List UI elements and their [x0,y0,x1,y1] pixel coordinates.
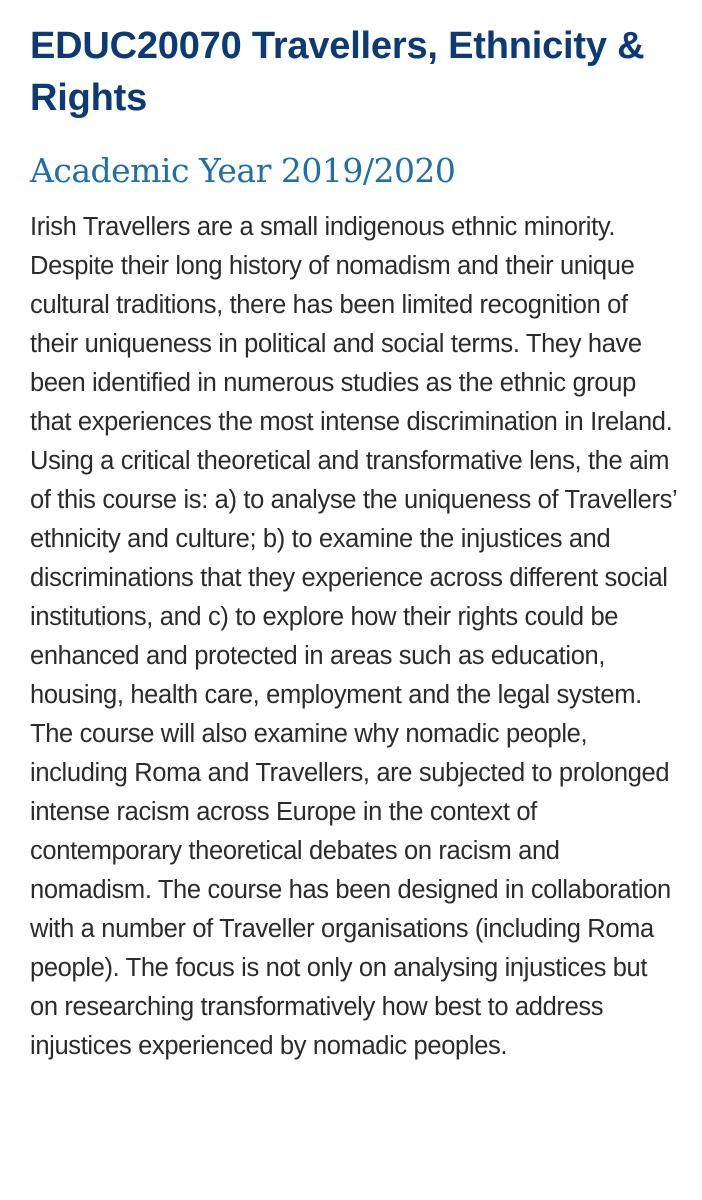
course-page [30,20,680,1066]
course-title: EDUC20070 Travellers, Ethnicity & Rights [30,25,645,119]
course-description: Irish Travellers are a small indigenous ethnic minority. Despite their long history of nomadism and their unique cultural traditions, there has been limited recognition of their uniqueness in political and social terms. They have been identified in numerous studies as the ethnic group that experiences the most intense discrimination in Ireland. Using a critical theoretical and transformative lens, the aim of this course is: a) to analyse the uniqueness of Travellers’ ethnicity and culture; b) to examine the injustices and discriminations that they experience across different social institutions, and c) to explore how their rights could be enhanced and protected in areas such as education, housing, health care, employment and the legal system. The course will also examine why nomadic people, including Roma and Travellers, are subjected to prolonged intense racism across Europe in the context of contemporary theoretical debates on racism and nomadism. The course has been designed in collaboration with a number of Traveller organisations (including Roma people). The focus is not only on analysing injustices but on researching transformatively how best to address injustices experienced by nomadic peoples. [30,213,677,1060]
academic-year-heading: Academic Year 2019/2020 [30,151,456,190]
